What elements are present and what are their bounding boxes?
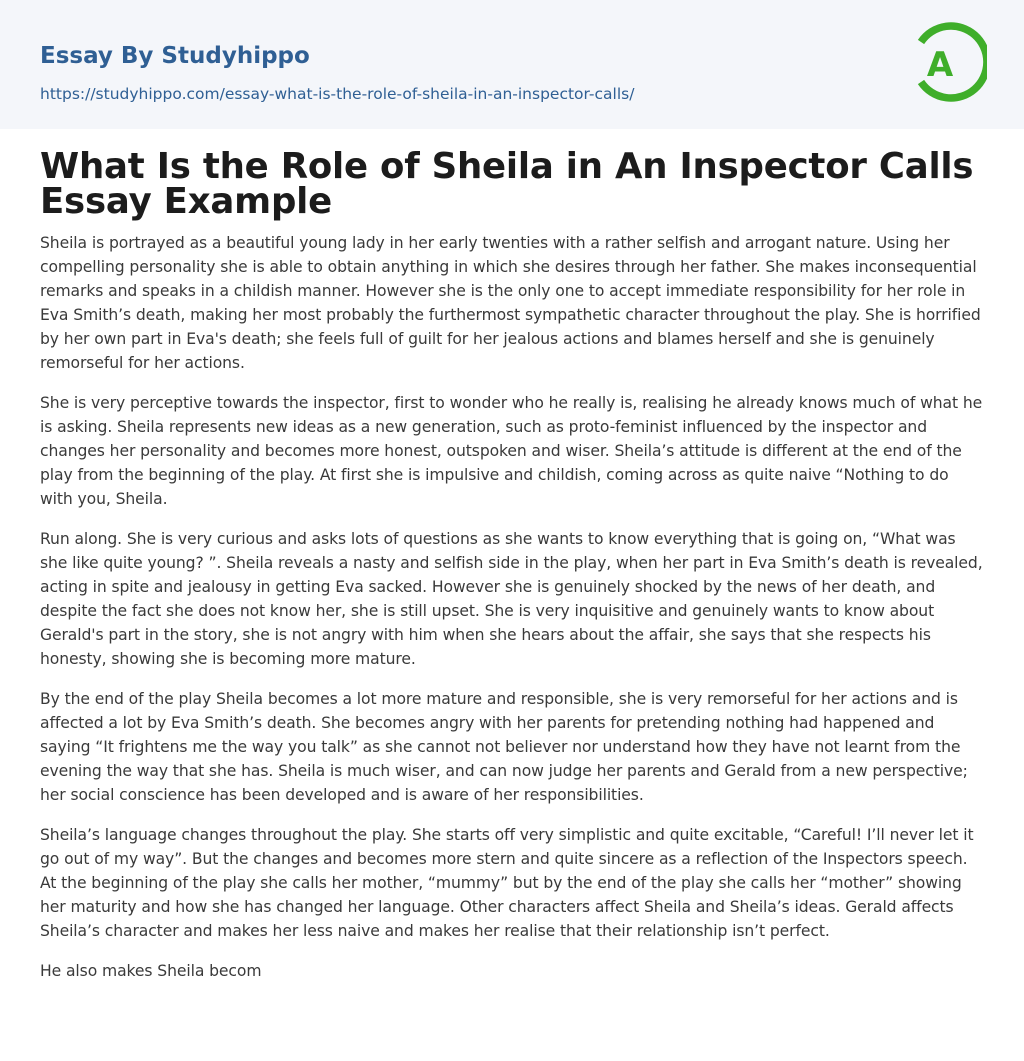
studyhippo-logo-icon[interactable] (911, 18, 987, 106)
article-title: What Is the Role of Sheila in An Inspector Calls Essay Example (40, 146, 974, 222)
brand-title[interactable]: Essay By Studyhippo (40, 43, 310, 69)
article-body (0, 146, 1024, 983)
paragraph-5: Sheila’s language changes throughout the play. She starts off very simplistic and quite excitable, “Careful! I’ll never let it go out of my way”. But the changes and becomes more stern and quite sincere as a reflection of the Inspectors speech. At the beginning of the play she calls her mother, “mummy” but by the end of the play she calls her “mother” showing her maturity and how she has changed her language. Other characters affect Sheila and Sheila’s ideas. Gerald affects Sheila’s character and makes her less naive and makes her realise that their relationship isn’t perfect. (40, 826, 974, 940)
paragraph-4: By the end of the play Sheila becomes a lot more mature and responsible, she is very remorseful for her actions and is affected a lot by Eva Smith’s death. She becomes angry with her parents for pretending nothing had happened and saying “It frightens me the way you talk” as she cannot not believer nor understand how they have not learnt from the evening the way that she has. Sheila is much wiser, and can now judge her parents and Gerald from a new perspective; her social conscience has been developed and is aware of her responsibilities. (40, 690, 968, 804)
paragraph-2: She is very perceptive towards the inspector, first to wonder who he really is, realising he already knows much of what he is asking. Sheila represents new ideas as a new generation, such as proto-feminist influenced by the inspector and changes her personality and becomes more honest, outspoken and wiser. Sheila’s attitude is different at the end of the play from the beginning of the play. At first she is impulsive and childish, coming across as quite naive “Nothing to do with you, Sheila. (40, 394, 983, 508)
page-url-link[interactable]: https://studyhippo.com/essay-what-is-the-role-of-sheila-in-an-inspector-calls/ (40, 85, 635, 103)
paragraph-3: Run along. She is very curious and asks lots of questions as she wants to know everything that is going on, “What was she like quite young? ”. Sheila reveals a nasty and selfish side in the play, when her part in Eva Smith’s death is revealed, acting in spite and jealousy in getting Eva sacked. However she is genuinely shocked by the news of her death, and despite the fact she does not know her, she is still upset. She is very inquisitive and genuinely wants to know about Gerald's part in the story, she is not angry with him when she hears about the affair, she says that she respects his honesty, showing she is becoming more mature. (40, 530, 983, 668)
paragraph-6-truncated: He also makes Sheila becom (40, 962, 262, 980)
site-header (0, 0, 1024, 129)
paragraph-1: Sheila is portrayed as a beautiful young lady in her early twenties with a rather selfish and arrogant nature. Using her compelling personality she is able to obtain anything in which she desires through her father. She makes inconsequential remarks and speaks in a childish manner. However she is the only one to accept immediate responsibility for her role in Eva Smith’s death, making her most probably the furthermost sympathetic character throughout the play. She is horrified by her own part in Eva's death; she feels full of guilt for her jealous actions and blames herself and she is genuinely remorseful for her actions. (40, 234, 981, 372)
logo-letter: A (926, 45, 954, 85)
